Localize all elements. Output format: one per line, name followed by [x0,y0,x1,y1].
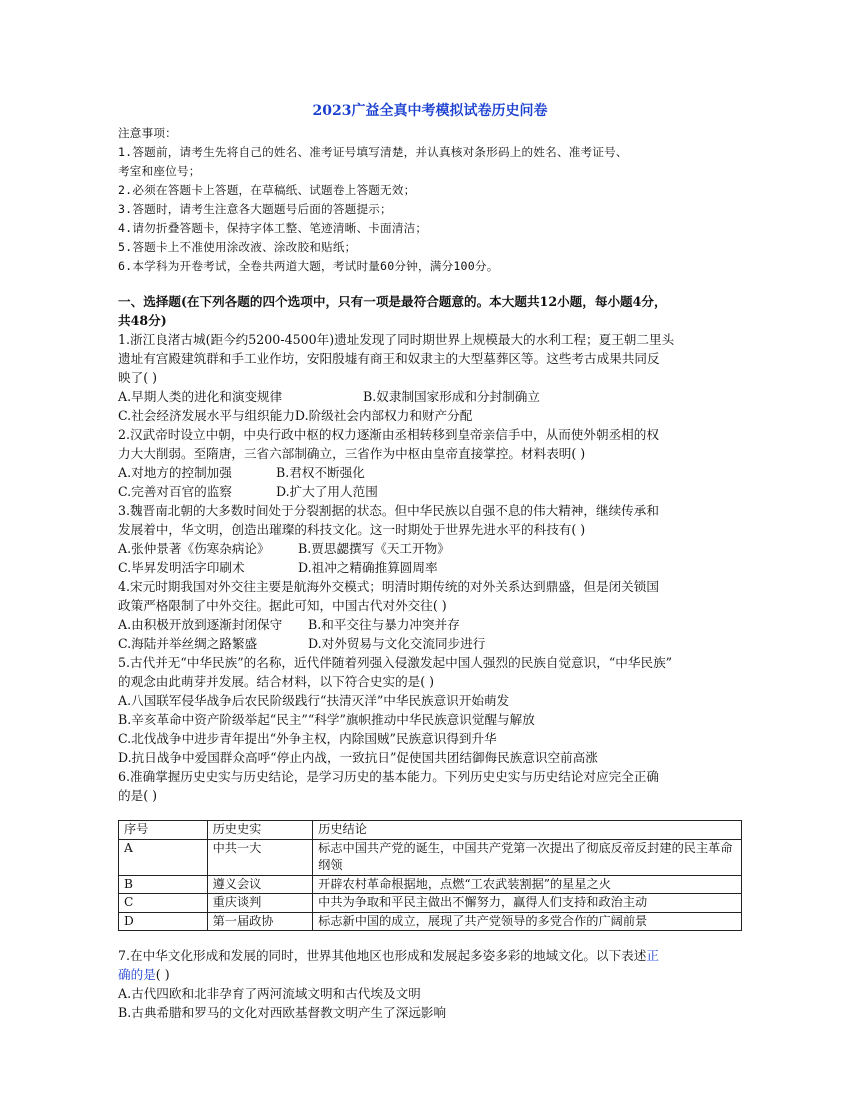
question-stem: 发展着中，华文明，创造出璀璨的科技文化。这一时期处于世界先进水平的科技有( ) [118,522,586,537]
option-a: A.由积极开放到逐渐封闭保守 [118,617,283,632]
question-stem-text: 7.在中华文化形成和发展的同时，世界其他地区也形成和发展起多姿多彩的地域文化。以下表述 [118,948,647,963]
note-line: 3.答题时，请考生注意各大题题号后面的答题提示； [118,202,392,216]
option-a: A.八国联军侵华战争后农民阶级践行“扶清灭洋”中华民族意识开始萌发 [118,693,510,708]
questions [118,330,742,1022]
option-a: A.对地方的控制加强 [118,465,232,480]
table-row [119,839,742,875]
option-d: D.对外贸易与文化交流同步进行 [308,636,486,651]
table-cell: C [119,894,208,913]
table-row [119,875,742,894]
question-stem: 1.浙江良渚古城(距今约5200-4500年)遗址发现了同时期世界上规模最大的水利工程；夏王朝二里头 [118,332,675,347]
table-header-row [119,821,742,840]
option-row [118,482,742,501]
option-b: B.奴隶制国家形成和分封制确立 [363,389,540,404]
question-stem: 的观念由此萌芽并发展。结合材料，以下符合史实的是( ) [118,674,435,689]
option-a: A.早期人类的进化和演变规律 [118,389,283,404]
option-c: C.海陆并举丝绸之路繁盛 [118,636,258,651]
note-line: 5.答题卡上不准使用涂改液、涂改胶和贴纸； [118,240,357,254]
table-header: 历史史实 [207,821,313,840]
option-row [118,406,742,425]
option-row [118,539,742,558]
table-cell: 标志新中国的成立，展现了共产党领导的多党合作的广阔前景 [313,912,742,931]
table-cell: 开辟农村革命根据地，点燃“工农武装割据”的星星之火 [313,875,742,894]
note-line: 4.请勿折叠答题卡，保持字体工整、笔迹清晰、卡面清洁； [118,221,428,235]
option-a: A.张仲景著《伤寒杂病论》 [118,541,270,556]
highlight-text: 确的是 [118,967,156,982]
option-d: D.扩大了用人范围 [276,484,378,499]
option-c: C.北伐战争中进步青年提出“外争主权，内除国贼”民族意识得到升华 [118,731,497,746]
question-stem: 3.魏晋南北朝的大多数时间处于分裂割据的状态。但中华民族以自强不息的伟大精神，继续传承和 [118,503,659,518]
option-row [118,615,742,634]
table-cell: 重庆谈判 [207,894,313,913]
exam-title: 2023广益全真中考模拟试卷历史问卷 [312,103,548,119]
option-row [118,634,742,653]
history-table [118,820,742,931]
table-row [119,894,742,913]
note-line: 考室和座位号； [118,164,201,178]
question-stem: 6.准确掌握历史史实与历史结论，是学习历史的基本能力。下列历史史实与历史结论对应完全正确 [118,769,659,784]
option-d: D.抗日战争中爱国群众高呼“停止内战，一致抗日”促使国共团结御侮民族意识空前高涨 [118,750,598,765]
option-b: B.辛亥革命中资产阶级举起“民主”“科学”旗帜推动中华民族意识觉醒与解放 [118,712,535,727]
option-b: B.和平交往与暴力冲突并存 [308,617,460,632]
section-heading [118,292,742,330]
option-b: B.君权不断强化 [276,465,365,480]
table-row [119,912,742,931]
option-c: C.毕昇发明活字印刷术 [118,560,245,575]
option-a: A.古代四欧和北非孕育了两河流域文明和古代埃及文明 [118,986,421,1001]
question-stem: 的是( ) [118,788,158,803]
section-heading-line: 一、选择题(在下列各题的四个选项中，只有一项是最符合题意的。本大题共12小题，每小题4分， [118,294,667,309]
table-cell: 中共一大 [207,839,313,875]
question-stem [118,965,742,984]
table-header: 序号 [119,821,208,840]
option-d: D.祖冲之精确推算圆周率 [298,560,438,575]
table-cell: D [119,912,208,931]
question-stem: 4.宋元时期我国对外交往主要是航海外交模式；明清时期传统的对外关系达到鼎盛，但是闭关锁国 [118,579,659,594]
question-stem: 力大大削弱。至隋唐，三省六部制确立，三省作为中枢由皇帝直接掌控。材料表明( ) [118,446,586,461]
table-cell: 中共为争取和平民主做出不懈努力，赢得人们支持和政治主动 [313,894,742,913]
question-stem [118,946,742,965]
table-cell: B [119,875,208,894]
question-stem-text: ( ) [155,967,170,982]
highlight-text: 正 [646,948,659,963]
question-stem: 映了( ) [118,370,158,385]
question-stem: 5.古代并无“中华民族”的名称，近代伴随着列强入侵激发起中国人强烈的民族自觉意识，“中华民族” [118,655,673,670]
option-b: B.贾思勰撰写《天工开物》 [298,541,450,556]
note-line: 6.本学科为开卷考试，全卷共两道大题，考试时量60分钟，满分100分。 [118,259,499,273]
option-row [118,387,742,406]
table-cell: A [119,839,208,875]
question-stem: 2.汉武帝时设立中朝，中央行政中枢的权力逐渐由丞相转移到皇帝亲信手中，从而使外朝丞相的权 [118,427,659,442]
notes-block [118,124,742,276]
option-row [118,463,742,482]
note-line: 1.答题前，请考生先将自己的姓名、准考证号填写清楚，并认真核对条形码上的姓名、准考证号、 [118,145,628,159]
table-header: 历史结论 [313,821,742,840]
option-c: C.社会经济发展水平与组织能力 [118,408,295,423]
note-line: 2.必须在答题卡上答题，在草稿纸、试题卷上答题无效； [118,183,416,197]
question-stem: 遗址有宫殿建筑群和手工业作坊，安阳殷墟有商王和奴隶主的大型墓葬区等。这些考古成果共同反 [118,351,660,366]
question-stem: 政策严格限制了中外交往。据此可知，中国古代对外交往( ) [118,598,447,613]
table-cell: 第一届政协 [207,912,313,931]
option-d: D.阶级社会内部权力和财产分配 [294,408,473,423]
option-b: B.古典希腊和罗马的文化对西欧基督教文明产生了深远影响 [118,1005,447,1020]
exam-page [118,100,742,1022]
option-c: C.完善对百官的监察 [118,484,232,499]
notes-heading: 注意事项： [118,126,177,140]
table-cell: 标志中国共产党的诞生，中国共产党第一次提出了彻底反帝反封建的民主革命纲领 [313,839,742,875]
section-heading-line: 共48分) [118,313,167,328]
option-row [118,558,742,577]
table-cell: 遵义会议 [207,875,313,894]
